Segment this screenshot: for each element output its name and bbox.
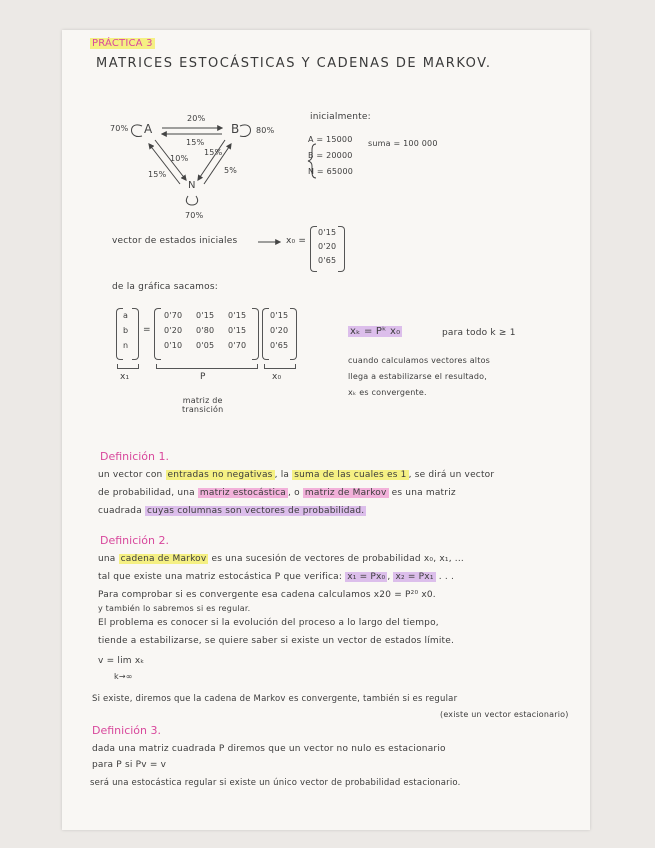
initial-sum: suma = 100 000 (368, 139, 438, 148)
label-x0: x₀ (272, 372, 282, 382)
label-x1: x₁ (120, 372, 130, 382)
prob-a-to-b: 20% (187, 114, 206, 123)
underbrace-x1 (117, 364, 139, 369)
p-r1-c3: 0'15 (228, 311, 247, 320)
p-r3-c1: 0'10 (164, 341, 183, 350)
prob-b-to-a: 15% (186, 138, 205, 147)
v-bracket-right (290, 308, 297, 360)
v-value-1: 0'15 (270, 311, 289, 320)
from-graph-text: de la gráfica sacamos: (112, 282, 218, 292)
p-r2-c3: 0'15 (228, 326, 247, 335)
loop-b-arc (240, 125, 251, 137)
p-r3-c3: 0'70 (228, 341, 247, 350)
node-b: B (231, 122, 240, 136)
p-bracket-right (252, 308, 259, 360)
def1-line-2: de probabilidad, una matriz estocástica , o matriz de Markov es una matriz (98, 488, 456, 498)
prob-a-to-n: 10% (170, 154, 189, 163)
prob-n-to-a: 15% (148, 170, 167, 179)
lhs-a: a (123, 311, 129, 320)
loop-b-prob: 80% (256, 126, 275, 135)
x0-value-1: 0'15 (318, 228, 337, 237)
def3-formula: Pv = v (135, 760, 167, 770)
v-value-2: 0'20 (270, 326, 289, 335)
practice-label: PRÁCTICA 3 (92, 38, 153, 49)
x0-name: x₀ = (286, 236, 307, 246)
def2-title: Definición 2. (100, 534, 169, 547)
page-title: MATRICES ESTOCÁSTICAS Y CADENAS DE MARKOV. (96, 56, 492, 71)
underbrace-p (156, 364, 258, 369)
def3-line-2: para P si Pv = v (92, 760, 167, 770)
def2-limit-sub: k→∞ (114, 672, 133, 681)
def1-line-1: un vector con entradas no negativas , la suma de las cuales es 1 , se dirá un vector (98, 470, 495, 480)
def2-line-6: tiende a estabilizarse, se quiere saber si existe un vector de estados límite. (98, 636, 455, 646)
initial-a: A = 15000 (308, 135, 353, 144)
formula-for-all: para todo k ≥ 1 (442, 328, 516, 338)
def2-line-1: una cadena de Markov es una sucesión de vectores de probabilidad x₀, x₁, ... (98, 554, 464, 564)
loop-a-prob: 70% (110, 124, 129, 133)
def3-line-1: dada una matriz cuadrada P diremos que un vector no nulo es estacionario (92, 744, 446, 754)
def2-line-7: Si existe, diremos que la cadena de Markov es convergente, también si es regular (92, 694, 458, 704)
lhs-n: n (123, 341, 129, 350)
p-bracket-left (154, 308, 161, 360)
node-n: N (188, 180, 196, 191)
def2-line-3: Para comprobar si es convergente esa cadena calculamos x20 = P²⁰ x0. (98, 590, 436, 600)
def2-line-8: (existe un vector estacionario) (440, 710, 569, 719)
state-vector-label: vector de estados iniciales (112, 236, 238, 246)
def2-limit: v = lim xₖ (98, 656, 145, 666)
prob-n-to-b: 15% (204, 148, 223, 157)
formula-main: xₖ = Pᵏ x₀ (350, 326, 401, 337)
initial-n: N = 65000 (308, 167, 354, 176)
v-value-3: 0'65 (270, 341, 289, 350)
initial-b: B = 20000 (308, 151, 353, 160)
note-line-1: cuando calculamos vectores altos (348, 356, 491, 365)
underbrace-x0 (264, 364, 296, 369)
p-r2-c1: 0'20 (164, 326, 183, 335)
note-line-2: llega a estabilizarse el resultado, (348, 372, 487, 381)
p-r3-c2: 0'05 (196, 341, 215, 350)
def2-line-4: y también lo sabremos si es regular. (98, 604, 251, 613)
label-p: P (200, 372, 206, 382)
x0-value-2: 0'20 (318, 242, 337, 251)
x0-bracket-left (310, 226, 317, 272)
def1-line-3: cuadrada cuyas columnas son vectores de probabilidad. (98, 506, 365, 516)
lhs-bracket-left (116, 308, 123, 360)
prob-b-to-n: 5% (224, 166, 238, 175)
def3-title: Definición 3. (92, 724, 161, 737)
def2-line-2: tal que existe una matriz estocástica P que verifica: x₁ = Px₀ , x₂ = Px₁ . . . (98, 572, 455, 582)
notebook-page (62, 30, 590, 830)
lhs-b: b (123, 326, 129, 335)
lhs-bracket-right (132, 308, 139, 360)
loop-n-arc (186, 196, 197, 205)
matrix-equals: = (143, 325, 151, 335)
x0-value-3: 0'65 (318, 256, 337, 265)
p-r1-c2: 0'15 (196, 311, 215, 320)
initial-label: inicialmente: (310, 112, 371, 122)
loop-a-arc (132, 125, 143, 137)
def2-line-5: El problema es conocer si la evolución del proceso a lo largo del tiempo, (98, 618, 439, 628)
note-line-3: xₖ es convergente. (348, 388, 427, 397)
def3-line-3: será una estocástica regular si existe un único vector de probabilidad estacionario. (90, 778, 461, 788)
v-bracket-left (262, 308, 269, 360)
def1-title: Definición 1. (100, 450, 169, 463)
x0-bracket-right (338, 226, 345, 272)
node-a: A (144, 122, 153, 136)
label-transition: matriz de transición (182, 396, 224, 414)
p-r2-c2: 0'80 (196, 326, 215, 335)
p-r1-c1: 0'70 (164, 311, 183, 320)
loop-n-prob: 70% (185, 211, 204, 220)
